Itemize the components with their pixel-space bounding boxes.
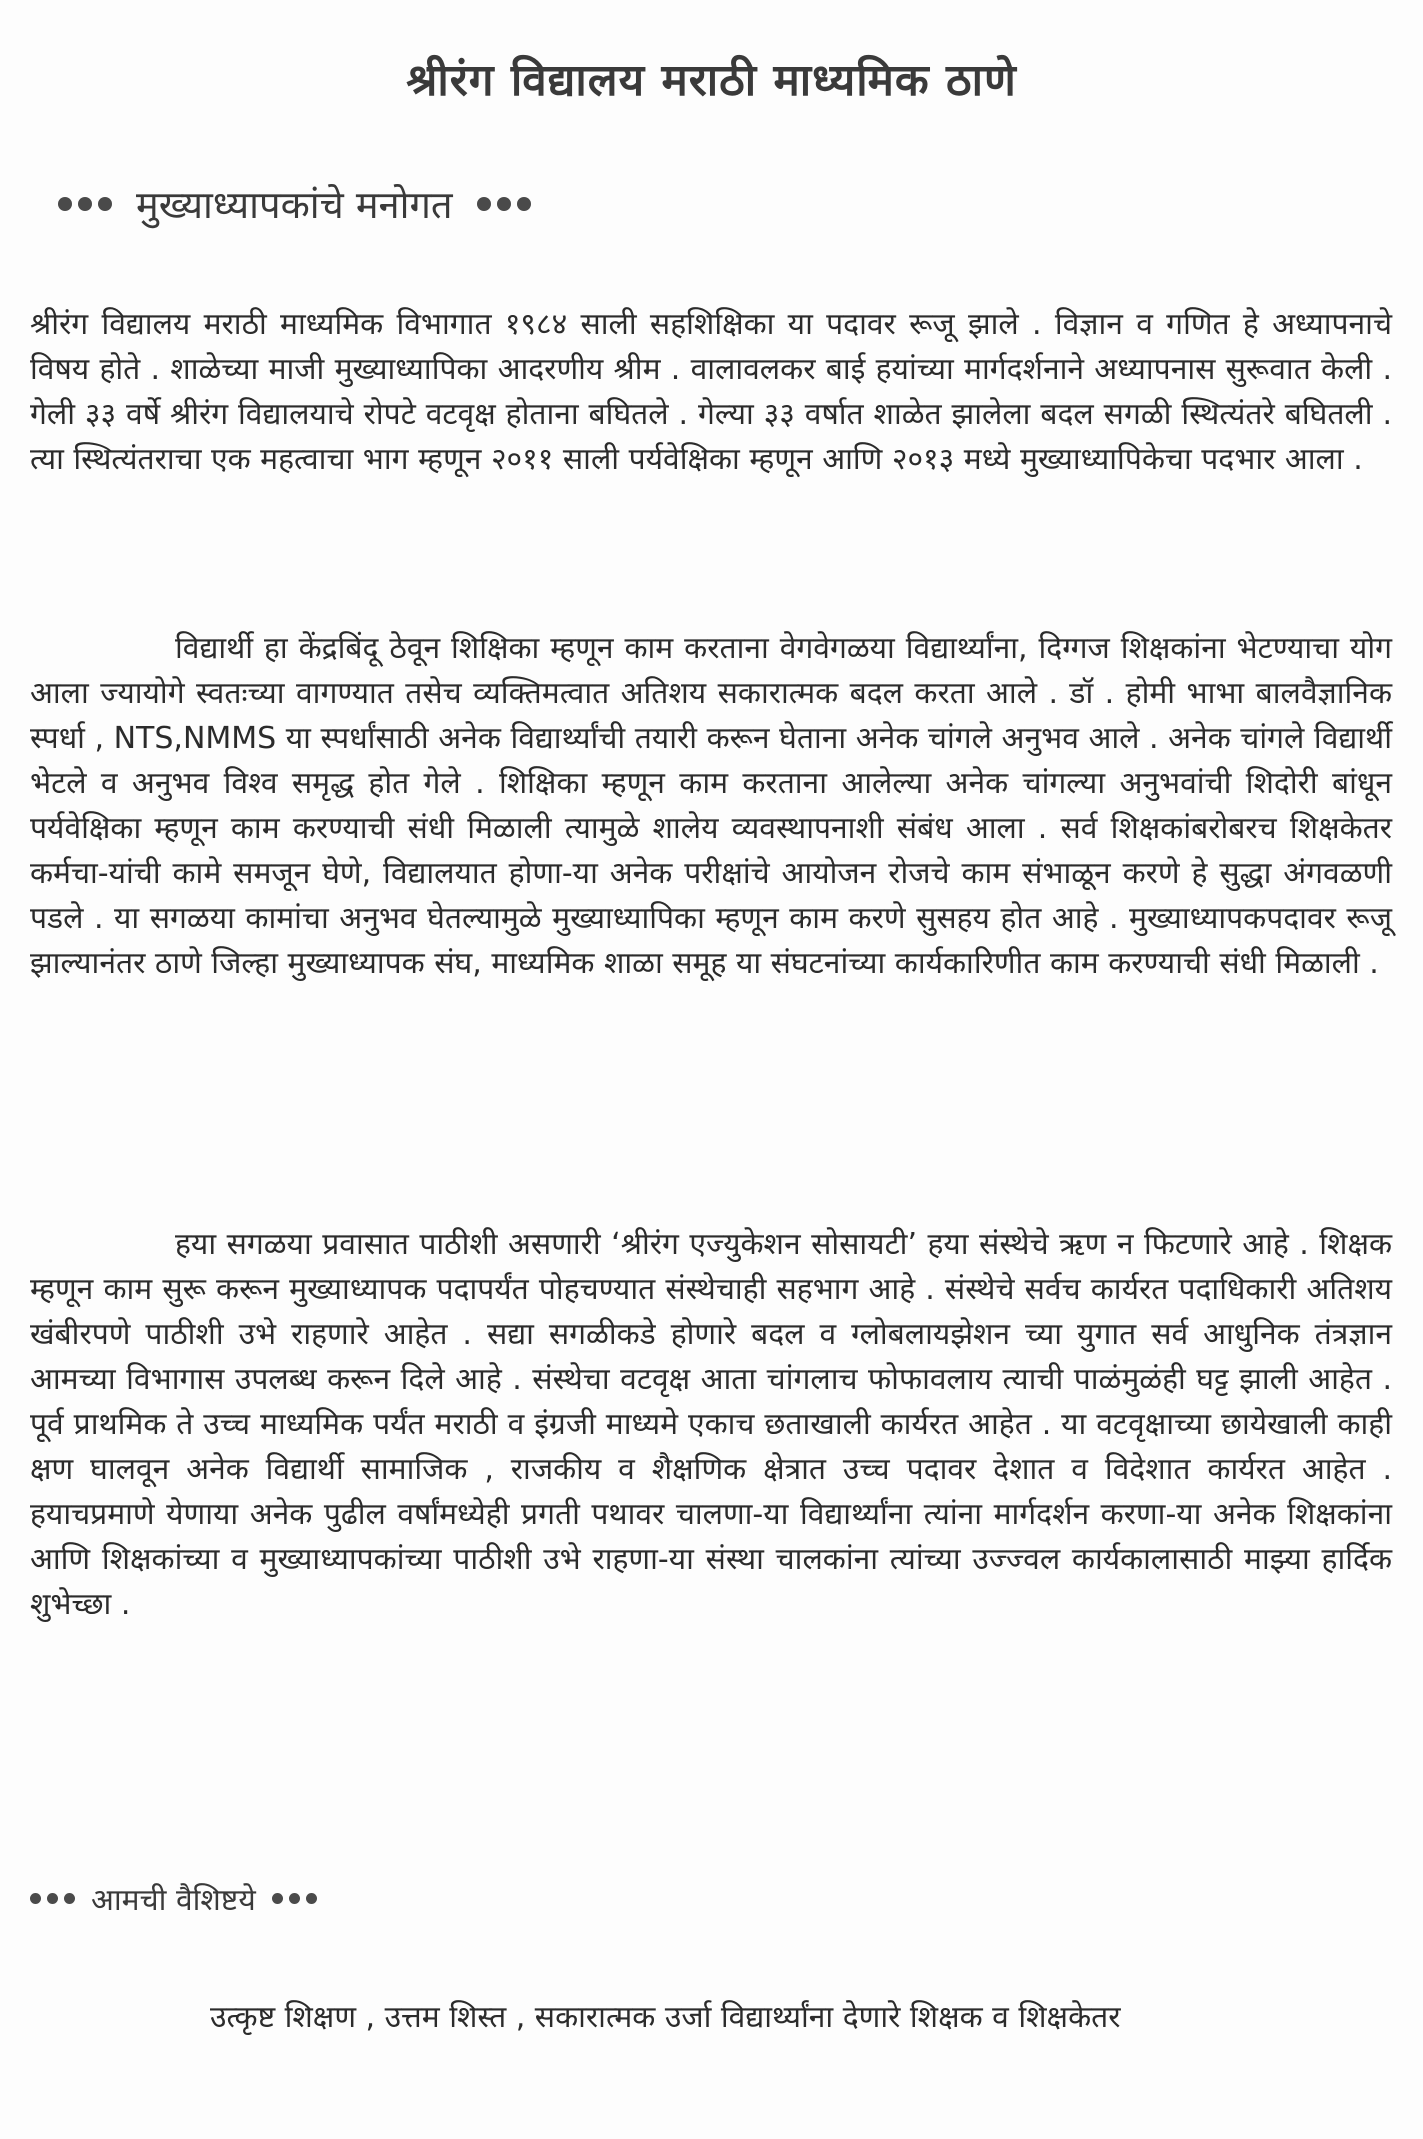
bullet-dots-right — [272, 1893, 317, 1904]
paragraph-3: हया सगळया प्रवासात पाठीशी असणारी ‘श्रीरंग एज्युकेशन सोसायटी’ हया संस्थेचे ऋण न फिटणारे आहे . शिक्षक म्हणून काम सुरू करून मुख्याध्यापक पदापर्यंत पोहचण्यात संस्थेचाही सहभाग आहे . संस्थेचे सर्वच कार्यरत पदाधिकारी अतिशय खंबीरपणे पाठीशी उभे राहणारे आहेत . सद्या सगळीकडे होणारे बदल व ग्लोबलायझेशन च्या युगात सर्व आधुनिक तंत्रज्ञान आमच्या विभागास उपलब्ध करून दिले आहे . संस्थेचा वटवृक्ष आता चांगलाच फोफावलाय त्याची पाळंमुळंही घट्ट झाली आहेत . पूर्व प्राथमिक ते उच्च माध्यमिक पर्यंत मराठी व इंग्रजी माध्यमे एकाच छताखाली कार्यरत आहेत . या वटवृक्षाच्या छायेखाली काही क्षण घालवून अनेक विद्यार्थी सामाजिक , राजकीय व शैक्षणिक क्षेत्रात उच्च पदावर देशात व विदेशात कार्यरत आहेत . हयाचप्रमाणे येणाया अनेक पुढील वर्षांमध्येही प्रगती पथावर चालणा-या विद्यार्थ्यांना त्यांना मार्गदर्शन करणा-या अनेक शिक्षकांना आणि शिक्षकांच्या व मुख्याध्यापकांच्या पाठीशी उभे राहणा-या संस्था चालकांना त्यांच्या उज्ज्वल कार्यकालासाठी माझ्या हार्दिक शुभेच्छा . — [30, 1227, 1392, 1622]
page-title: श्रीरंग विद्यालय मराठी माध्यमिक ठाणे — [406, 55, 1017, 106]
dot-icon — [58, 197, 72, 211]
message-heading-label: मुख्याध्यापकांचे मनोगत — [136, 183, 453, 227]
bullet-dots-left — [58, 197, 112, 211]
dot-icon — [517, 197, 531, 211]
dot-icon — [497, 197, 511, 211]
dot-icon — [477, 197, 491, 211]
dot-icon — [64, 1893, 75, 1904]
message-heading — [58, 178, 531, 230]
dot-icon — [289, 1893, 300, 1904]
dot-icon — [272, 1893, 283, 1904]
dot-icon — [78, 197, 92, 211]
dot-icon — [306, 1893, 317, 1904]
paragraph-1: श्रीरंग विद्यालय मराठी माध्यमिक विभागात १९८४ साली सहशिक्षिका या पदावर रूजू झाले . विज्ञान व गणित हे अध्यापनाचे विषय होते . शाळेच्या माजी मुख्याध्यापिका आदरणीय श्रीम . वालावलकर बाई हयांच्या मार्गदर्शनाने अध्यापनास सुरूवात केली . गेली ३३ वर्षे श्रीरंग विद्यालयाचे रोपटे वटवृक्ष होताना बघितले . गेल्या ३३ वर्षात शाळेत झालेला बदल सगळी स्थित्यंतरे बघितली . त्या स्थित्यंतराचा एक महत्वाचा भाग म्हणून २०११ साली पर्यवेक्षिका म्हणून आणि २०१३ मध्ये मुख्याध्यापिकेचा पदभार आला . — [30, 307, 1392, 477]
dot-icon — [30, 1893, 41, 1904]
features-text: उत्कृष्ट शिक्षण , उत्तम शिस्त , सकारात्मक उर्जा विद्यार्थ्यांना देणारे शिक्षक व शिक्षकेतर — [210, 2000, 1121, 2035]
features-heading-label: आमची वैशिष्टये — [91, 1883, 256, 1918]
paragraph-2: विद्यार्थी हा केंद्रबिंदू ठेवून शिक्षिका म्हणून काम करताना वेगवेगळया विद्यार्थ्यांना, दिग्गज शिक्षकांना भेटण्याचा योग आला ज्यायोगे स्वतःच्या वागण्यात तसेच व्यक्तिमत्वात अतिशय सकारात्मक बदल करता आले . डॉ . होमी भाभा बालवैज्ञानिक स्पर्धा , NTS,NMMS या स्पर्धांसाठी अनेक विद्यार्थ्यांची तयारी करून घेताना अनेक चांगले अनुभव आले . अनेक चांगले विद्यार्थी भेटले व अनुभव विश्व समृद्ध होत गेले . शिक्षिका म्हणून काम करताना आलेल्या अनेक चांगल्या अनुभवांची शिदोरी बांधून पर्यवेक्षिका म्हणून काम करण्याची संधी मिळाली त्यामुळे शालेय व्यवस्थापनाशी संबंध आला . सर्व शिक्षकांबरोबरच शिक्षकेतर कर्मचा-यांची कामे समजून घेणे, विद्यालयात होणा-या अनेक परीक्षांचे आयोजन रोजचे काम संभाळून करणे हे सुद्धा अंगवळणी पडले . या सगळया कामांचा अनुभव घेतल्यामुळे मुख्याध्यापिका म्हणून काम करणे सुसहय होत आहे . मुख्याध्यापकपदावर रूजू झाल्यानंतर ठाणे जिल्हा मुख्याध्यापक संघ, माध्यमिक शाळा समूह या संघटनांच्या कार्यकारिणीत काम करण्याची संधी मिळाली . — [30, 631, 1392, 981]
dot-icon — [98, 197, 112, 211]
bullet-dots-right — [477, 197, 531, 211]
bullet-dots-left — [30, 1893, 75, 1904]
dot-icon — [47, 1893, 58, 1904]
features-heading — [30, 1878, 317, 1919]
